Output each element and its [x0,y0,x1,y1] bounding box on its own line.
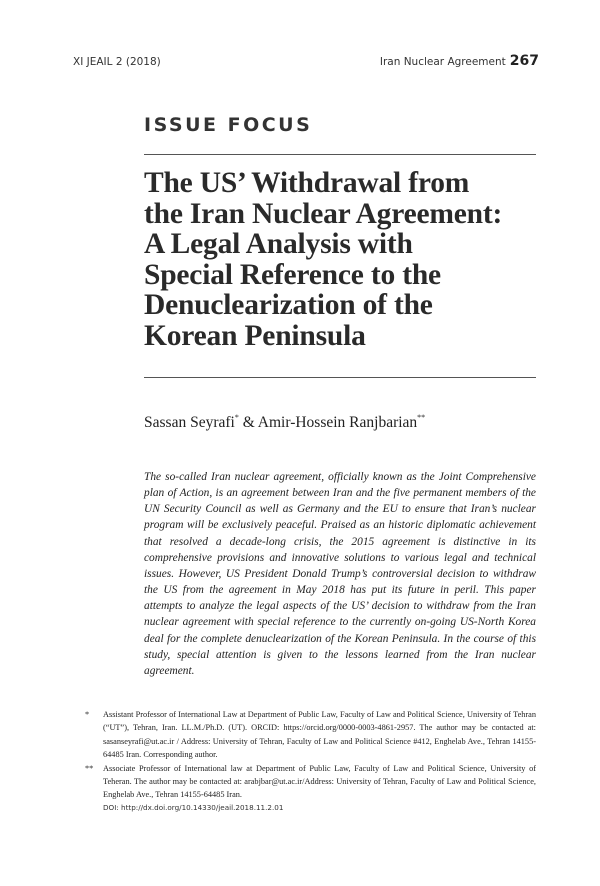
title-line: Denuclearization of the [144,289,433,321]
article-title [144,168,544,351]
author-name: Sassan Seyrafi [144,414,235,431]
footnotes [85,708,536,814]
journal-issue: XI JEAIL 2 (2018) [73,56,161,68]
section-label: ISSUE FOCUS [144,114,313,136]
title-line: Korean Peninsula [144,319,366,352]
footnote-marker: ** [417,413,426,422]
title-line: The US’ Withdrawal from [144,167,470,199]
running-header [380,53,539,69]
author-separator: & [238,414,258,431]
title-top-rule [144,154,536,155]
page-number: 267 [509,53,539,69]
footnote-marker: * [85,710,90,719]
abstract: The so-called Iran nuclear agreement, officially known as the Joint Comprehensive plan of Action, is an agreement between Iran and the five permanent members of the UN Security Council as well as Germany and the EU to ensure that Iran’s nuclear program will be exclusively peaceful. Praised as an historic diplomatic achievement that resolved a decade-long crisis, the 2015 agreement is distinctive in its comprehensive provisions and innovative solutions to various legal and technical issues. However, US President Donald Trump’s controversial decision to withdraw the US from the agreement in May 2018 has put its future in peril. This paper attempts to analyze the legal aspects of the US’ decision to withdraw from the Iran nuclear agreement with special reference to the currently on-going US-North Korea deal for the complete denuclearization of the Korean Peninsula. In the course of this study, special attention is given to the lessons learned from the Iran nuclear agreement. [144,471,536,677]
title-bottom-rule [144,377,536,378]
footnote [85,762,536,802]
title-line: A Legal Analysis with [144,228,413,260]
footnote-marker: * [234,413,239,422]
footnote-marker: ** [85,763,94,773]
title-line: Special Reference to the [144,258,441,291]
title-line: the Iran Nuclear Agreement: [144,197,503,230]
footnote-text: Assistant Professor of International Law at Department of Public Law, Faculty of Law and Political Science, University of Tehran (“UT”), Tehran, Iran. LL.M./Ph.D. (UT). ORCID: https://orcid.org/0000-0003-4861-2957. The author may be contacted at: sasanseyrafi@ut.ac.ir / Address: University of Tehran, Faculty of Law and Political Science #412, Enghelab Ave., Tehran 14155-64485 Iran. Corresponding author. [103,710,536,760]
author-name: Amir-Hossein Ranjbarian [257,414,418,431]
author-line [144,413,425,432]
footnote [85,708,536,762]
footnote-text: Associate Professor of International law at Department of Public Law, Faculty of Law and Political Science, University of Teheran. The author may be contacted at: arabjbar@ut.ac.ir/Address: University of Tehran, Faculty of Law and Political Science, Enghelab Ave., Tehran 14155-64485 Iran. [103,763,536,800]
doi: DOI: http://dx.doi.org/10.14330/jeail.2018.11.2.01 [103,802,284,812]
running-title: Iran Nuclear Agreement [379,56,506,68]
